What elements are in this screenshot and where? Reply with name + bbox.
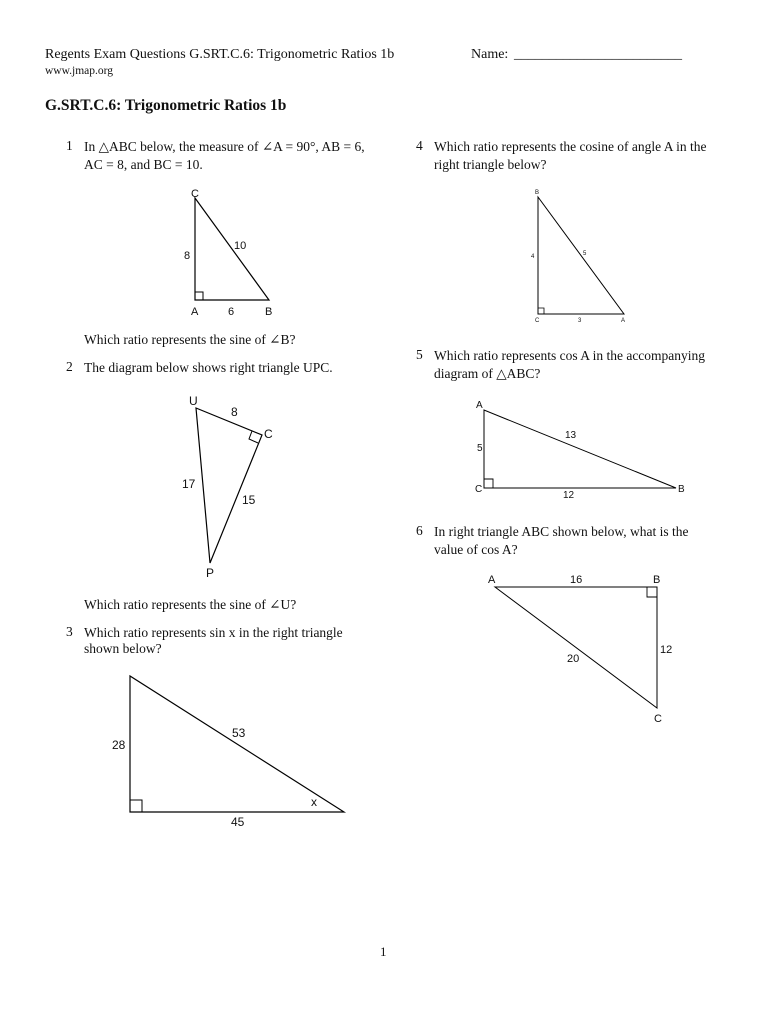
q6-vertex-a: A [488,574,496,586]
question-1-number: 1 [66,138,73,153]
q2-side-uc: 8 [231,405,238,419]
q5-vertex-c: C [475,484,483,495]
header-title: Regents Exam Questions G.SRT.C.6: Trigonometric Ratios 1b [45,47,395,62]
question-1-line2: AC = 8, and BC = 10. [84,157,203,172]
question-2-line1: The diagram below shows right triangle UPC. [84,360,333,375]
q6-vertex-b: B [653,574,661,586]
q4-side-ab: 5 [583,251,587,257]
q1-side-ab: 6 [228,306,235,318]
question-5-number: 5 [416,347,423,362]
question-1-line1: In △ABC below, the measure of ∠A = 90°, AB = 6, [84,139,365,154]
question-5-line1: Which ratio represents cos A in the accompanying [434,348,706,363]
q5-vertex-a: A [476,400,483,411]
q1-side-bc: 10 [234,240,247,252]
q2-side-up: 17 [182,477,196,491]
q4-vertex-c: C [535,318,540,324]
question-6-line2: value of cos A? [434,542,518,557]
name-line: ________________________ [514,47,682,62]
question-5-line2: diagram of △ABC? [434,366,541,381]
question-6-line1: In right triangle ABC shown below, what is the [434,524,689,539]
q1-side-ac: 8 [184,250,191,262]
q1-vertex-c: C [191,188,199,200]
question-1-prompt: Which ratio represents the sine of ∠B? [84,332,296,347]
question-4-line2: right triangle below? [434,157,547,172]
q3-side-hypotenuse: 53 [232,726,246,740]
page-number: 1 [380,944,387,959]
source-url: www.jmap.org [45,65,114,77]
question-4-number: 4 [416,138,423,153]
question-3-line1: Which ratio represents sin x in the right triangle [84,625,343,640]
question-2-prompt: Which ratio represents the sine of ∠U? [84,597,297,612]
q6-side-ab: 16 [570,574,583,586]
q1-vertex-b: B [265,306,273,318]
q5-vertex-b: B [678,484,685,495]
q3-side-vertical: 28 [112,738,126,752]
q3-side-horizontal: 45 [231,815,245,829]
q2-vertex-u: U [189,394,198,408]
section-title: G.SRT.C.6: Trigonometric Ratios 1b [45,97,287,114]
q5-side-ab: 13 [565,430,577,441]
name-label: Name: [471,47,509,62]
question-4-line1: Which ratio represents the cosine of angle A in the [434,139,707,154]
q6-side-bc: 12 [660,644,673,656]
q2-vertex-p: P [206,566,215,580]
question-6-number: 6 [416,523,423,538]
q4-side-bc: 4 [531,254,535,260]
q2-vertex-c: C [264,427,273,441]
q6-side-ac: 20 [567,653,580,665]
q6-vertex-c: C [654,713,662,725]
q4-vertex-b: B [535,190,540,196]
q5-side-ac: 5 [477,443,483,454]
question-3-line2: shown below? [84,641,162,656]
q5-side-cb: 12 [563,490,575,501]
q1-vertex-a: A [191,306,199,318]
question-2-number: 2 [66,359,73,374]
q4-side-ca: 3 [578,318,582,324]
q3-angle-x: x [311,795,317,809]
question-3-number: 3 [66,624,73,639]
q4-vertex-a: A [621,318,626,324]
q2-side-cp: 15 [242,493,256,507]
